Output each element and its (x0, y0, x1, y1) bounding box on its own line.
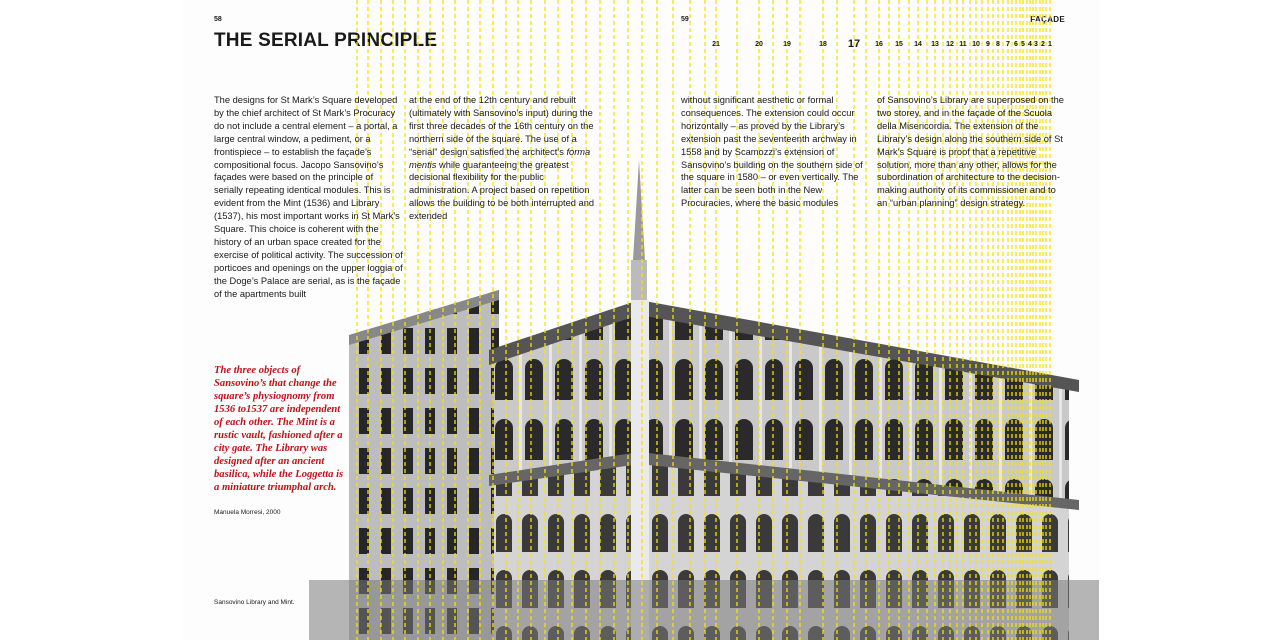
body-paragraph (409, 94, 599, 223)
grid-number: 7 (1006, 41, 1010, 48)
pull-quote: The three objects of Sansovino’s that change the square’s physiognomy from 1536 to1537 are independent of each other. The Mint is a rustic vault, fashioned after a city gate. The Library was designed after an ancient basilica, while the Loggetta is a miniature triumphal arch. (214, 365, 344, 493)
grid-number: 15 (895, 41, 903, 48)
grid-number: 12 (946, 41, 954, 48)
body-paragraph: of Sansovino’s Library are superposed on the two storey, and in the façade of the Scuola della Misericordia. The extension of the Library’s design along the southern side of St Mark’s Square is proof that a repetitive solution, more than any other, allows for the subordination of architecture to the decision-making authority of its commissioner and to an “urban planning” design strategy. (877, 95, 1064, 209)
grid-number: 20 (755, 41, 763, 48)
quote-author: Manuela Morresi, 2000 (214, 509, 281, 516)
grid-number: 2 (1041, 41, 1045, 48)
grid-number: 17 (847, 38, 861, 50)
grid-number: 3 (1034, 41, 1038, 48)
text-run: at the end of the 12th century and rebuilt (ultimately with Sansovino’s input) during the first three decades of the 16th century on the northern side of the square. The use of a “serial” design satisfied the architect’s (409, 95, 594, 157)
grid-number: 9 (986, 41, 990, 48)
body-paragraph: without significant aesthetic or formal consequences. The extension could occur horizontally – as proved by the Library’s extension past the seventeenth archway in 1558 and by Scamozzi’s extension of Sansovino’s building on the southern side of the square in 1580 – or even vertically. The latter can be seen both in the New Procuracies, where the basic modules (681, 95, 863, 209)
text-run: while guaranteeing the greatest decisional flexibility for the public administration. A project based on repetition allows the building to be both interrupted and extended (409, 159, 595, 222)
grid-number: 4 (1028, 41, 1032, 48)
body-paragraph: The designs for St Mark’s Square developed by the chief architect of St Mark’s Procuracy do not include a central element – a portal, a large central window, a pediment, or a frontispiece – to establish the façade’s compositional focus. Jacopo Sansovino’s façades were based on the principle of serially repeating identical modules. This is evident from the Mint (1536) and Library (1537), his most important works in St Mark’s Square. This choice is coherent with the history of an urban space created for the exercise of political activity. The succession of porticoes and openings on the upper loggia of the Doge’s Palace are serial, as is the façade of the apartments built (214, 95, 403, 299)
page-number-left: 58 (214, 16, 222, 23)
page-number-right: 59 (681, 16, 689, 23)
grid-number: 1 (1048, 41, 1052, 48)
page-title: THE SERIAL PRINCIPLE (214, 30, 438, 51)
photo-caption: Sansovino Library and Mint. (214, 599, 295, 606)
body-text-column-1 (214, 94, 404, 301)
grid-number: 19 (783, 41, 791, 48)
grid-number: 6 (1014, 41, 1018, 48)
grid-number: 18 (819, 41, 827, 48)
grid-number: 13 (931, 41, 939, 48)
grid-number: 16 (875, 41, 883, 48)
body-text-column-2 (409, 94, 599, 223)
text-emphasis: forma mentis (409, 146, 591, 170)
grid-number: 10 (972, 41, 980, 48)
grid-number: 5 (1021, 41, 1025, 48)
grid-number: 21 (712, 41, 720, 48)
section-heading: FAÇADE (1030, 15, 1065, 24)
body-text-column-4 (877, 94, 1067, 210)
body-text-column-3 (681, 94, 871, 210)
grid-number: 8 (996, 41, 1000, 48)
grid-number: 14 (914, 41, 922, 48)
grid-number: 11 (959, 41, 967, 48)
